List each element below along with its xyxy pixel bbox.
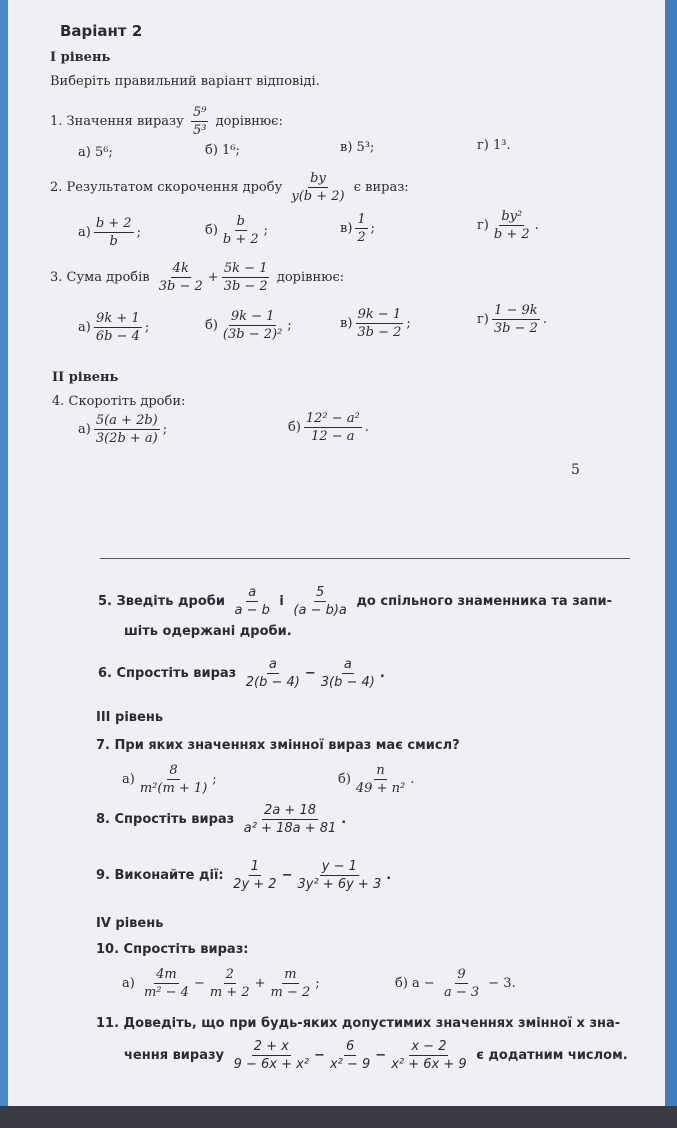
denominator: 3b − 2 — [158, 279, 203, 294]
question-11-fraction-2 — [328, 1038, 372, 1073]
denominator: 12 − a — [311, 429, 355, 444]
level-2-heading: ІІ рівень — [52, 370, 119, 385]
q1-option-c: в) 5³; — [340, 140, 375, 155]
denominator: 3b − 2 — [357, 325, 402, 340]
question-3-fraction-2 — [222, 260, 270, 295]
question-11-tail: є додатним числом. — [476, 1048, 628, 1063]
q2-option-a: а) $\frac{b + 2}{b}$ ; — [78, 216, 141, 249]
question-6: 6. Спростіть вираз $\frac{a}{2(b - 4)}$ − $\frac{a}{3(b - 4)}$ . — [98, 657, 385, 690]
option-fraction-2 — [208, 966, 252, 1001]
option-label: а) — [78, 225, 91, 240]
q3-option-d: г) $\frac{1 - 9k}{3b - 2}$ . — [477, 303, 548, 336]
option-fraction — [492, 302, 540, 337]
question-1 — [50, 104, 283, 139]
denominator: a − b — [234, 603, 270, 618]
numerator: 2a + 18 — [264, 803, 316, 818]
denominator: m + 2 — [209, 985, 250, 1000]
question-3-fraction-1 — [157, 260, 205, 295]
question-6-text: 6. Спростіть вираз — [98, 666, 237, 681]
denominator: 2(b − 4) — [245, 675, 300, 690]
numerator: by — [310, 171, 326, 186]
option-fraction — [355, 306, 403, 341]
denominator: 3y² + 6y + 3 — [297, 877, 382, 892]
denominator: m²(m + 1) — [139, 781, 208, 796]
numerator: a — [343, 657, 352, 672]
option-fraction — [354, 762, 407, 797]
question-5-text: 5. Зведіть дроби — [98, 594, 225, 609]
numerator: 2 + x — [253, 1039, 289, 1054]
question-8-fraction — [242, 802, 339, 837]
question-8: 8. Спростіть вираз $\frac{2a + 18}{\text{a² + 18a + 81}}$ . — [96, 803, 347, 836]
denominator: (a − b)a — [293, 603, 347, 618]
question-2-tail: є вираз: — [353, 180, 409, 195]
question-5-continued: шіть одержані дроби. — [124, 624, 292, 639]
q2-option-c: в) $\frac{1}{2}$ ; — [340, 212, 376, 245]
option-label: б) — [338, 772, 351, 787]
question-1-text: 1. Значення виразу — [50, 114, 184, 129]
option-label: в) — [340, 316, 353, 331]
denominator: (3b − 2)² — [222, 327, 283, 342]
denominator: b — [109, 234, 118, 249]
numerator: 6 — [345, 1039, 355, 1054]
denominator: a² + 18a + 81 — [243, 821, 337, 836]
numerator: 1 − 9k — [494, 303, 538, 318]
option-fraction — [304, 410, 362, 445]
option-label: б) — [205, 318, 218, 333]
denominator: x² + 6x + 9 — [391, 1057, 467, 1072]
option-label: а) — [122, 976, 135, 991]
q4-option-b: б) $\frac{\text{12² − a²}}{12 - a}$ . — [288, 411, 369, 444]
option-fraction — [221, 213, 261, 248]
numerator: 9k − 1 — [357, 307, 402, 322]
question-11: 11. Доведіть, що при будь-яких допустимих значеннях змінної x зна- — [96, 1016, 621, 1031]
q10-option-b — [395, 966, 516, 1001]
numerator: a — [268, 657, 277, 672]
numerator: 5 — [316, 585, 325, 600]
q3-option-a: а) $\frac{9k + 1}{6b - 4}$ ; — [78, 311, 150, 344]
question-10: 10. Спростіть вираз: — [96, 942, 249, 957]
option-fraction — [94, 310, 142, 345]
q7-option-b: б) $\frac{n}{\text{49 + n²}}$ . — [338, 763, 415, 796]
q10-option-a: а) $\frac{4m}{\text{m² − 4}}$ − $\frac{2}{m + 2}$ + $\frac{m}{m - 2}$ ; — [122, 967, 320, 1000]
question-8-text: 8. Спростіть вираз — [96, 812, 235, 827]
numerator: 1 — [250, 859, 260, 874]
numerator: 5(a + 2b) — [95, 413, 158, 428]
numerator: 4k — [172, 261, 189, 276]
q3-option-b: б) $\frac{9k - 1}{\text{(3b − 2)²}}$ ; — [205, 309, 292, 342]
question-3-tail: дорівнює: — [276, 270, 345, 285]
option-fraction-3 — [269, 966, 313, 1001]
numerator: b + 2 — [95, 216, 132, 231]
question-5-tail: до спільного знаменника та запи- — [356, 594, 613, 609]
option-fraction-1 — [142, 966, 191, 1001]
q3-option-c: в) $\frac{9k - 1}{3b - 2}$ ; — [340, 307, 411, 340]
question-5 — [98, 584, 612, 619]
question-11-fraction-1 — [232, 1038, 311, 1073]
option-label: г) — [477, 312, 489, 327]
denominator: 6b − 4 — [95, 329, 140, 344]
conjunction: і — [279, 594, 284, 609]
denominator: b + 2 — [222, 232, 259, 247]
denominator: m − 2 — [270, 985, 311, 1000]
question-11-text: чення виразу — [124, 1048, 225, 1063]
question-9-fraction-1 — [231, 858, 278, 893]
option-label: а) — [78, 422, 91, 437]
option-fraction — [221, 308, 284, 343]
option-label: а) — [122, 772, 135, 787]
denominator: x² − 9 — [329, 1057, 371, 1072]
option-fraction — [492, 208, 532, 243]
numerator: 9 — [457, 967, 466, 982]
q1-option-d: г) 1³. — [477, 138, 511, 153]
question-2-fraction — [289, 170, 346, 205]
numerator: 1 — [357, 212, 366, 227]
denominator: 2y + 2 — [233, 877, 277, 892]
question-5-fraction-1 — [232, 584, 271, 619]
q1-option-a: а) 5⁶; — [78, 145, 113, 160]
q4-option-a: а) $\frac{5(a + 2b)}{3(2b + a)}$ ; — [78, 413, 168, 446]
option-fraction — [94, 215, 134, 250]
level-3-heading: ІІІ рівень — [96, 710, 164, 725]
background-edge — [665, 0, 677, 1128]
denominator: 9 − 6x + x² — [233, 1057, 310, 1072]
numerator: n — [376, 763, 385, 778]
question-2-text: 2. Результатом скорочення дробу — [50, 180, 283, 195]
variant-title: Варіант 2 — [60, 22, 143, 40]
numerator: m — [284, 967, 297, 982]
denominator: y(b + 2) — [291, 189, 345, 204]
question-6-fraction-2 — [319, 656, 377, 691]
option-label: б) a − — [395, 976, 435, 991]
numerator: 12² − a² — [305, 411, 360, 426]
denominator: 2 — [357, 230, 366, 245]
numerator: 9k − 1 — [230, 309, 275, 324]
question-9: 9. Виконайте дії: $\frac{1}{2y + 2}$ − $\frac{y - 1}{\text{3y² + 6y + 3}}$ . — [96, 859, 392, 892]
numerator: y − 1 — [321, 859, 357, 874]
question-3: 3. Сума дробів $\frac{4k}{3b - 2}$ + $\frac{5k - 1}{3b - 2}$ дорівнює: — [50, 261, 345, 294]
table-edge — [0, 1106, 677, 1128]
denominator: 3(2b + a) — [95, 431, 158, 446]
level-1-heading: І рівень — [50, 50, 111, 65]
page-divider — [100, 558, 630, 559]
denominator: b + 2 — [493, 227, 530, 242]
numerator: 2 — [225, 967, 234, 982]
numerator: 5⁹ — [192, 105, 207, 120]
question-5-fraction-2 — [291, 584, 349, 619]
question-1-tail: дорівнює: — [215, 114, 283, 129]
question-11-fraction-3 — [389, 1038, 468, 1073]
question-11-continued: чення виразу $\frac{2 + x}{\text{9 − 6x + x²}}$ − $\frac{6}{\text{x² − 9}}$ − $\frac{x - 2}{\text{x² + 6x + 9}}$ є додатним числом. — [124, 1039, 628, 1072]
option-label: г) — [477, 218, 489, 233]
option-label: б) — [288, 420, 301, 435]
numerator: 5k − 1 — [223, 261, 268, 276]
denominator: 3(b − 4) — [320, 675, 375, 690]
denominator: 5³ — [192, 123, 207, 138]
option-label: в) — [340, 221, 353, 236]
numerator: a — [248, 585, 257, 600]
denominator: 49 + n² — [355, 781, 406, 796]
denominator: 3b − 2 — [223, 279, 268, 294]
numerator: 9k + 1 — [96, 311, 140, 326]
question-1-fraction — [191, 104, 208, 139]
option-fraction — [94, 412, 160, 447]
denominator: a − 3 — [443, 985, 480, 1000]
page-number: 5 — [571, 462, 580, 478]
q2-option-d: г) $\frac{\text{by²}}{b + 2}$ . — [477, 209, 539, 242]
question-9-text: 9. Виконайте дії: — [96, 868, 224, 883]
option-tail: − 3. — [488, 976, 516, 991]
numerator: by² — [501, 209, 523, 224]
option-fraction — [138, 762, 209, 797]
option-label: б) — [205, 223, 218, 238]
numerator: x − 2 — [411, 1039, 447, 1054]
numerator: 4m — [156, 967, 177, 982]
numerator: b — [236, 214, 245, 229]
denominator: m² − 4 — [143, 985, 189, 1000]
question-3-text: 3. Сума дробів — [50, 270, 150, 285]
q7-option-a: а) $\frac{8}{\text{m²(m + 1)}}$ ; — [122, 763, 217, 796]
question-4: 4. Скоротіть дроби: — [52, 394, 186, 409]
q2-option-b: б) $\frac{b}{b + 2}$ ; — [205, 214, 269, 247]
denominator: 3b − 2 — [493, 321, 538, 336]
question-2 — [50, 170, 409, 205]
q1-option-b: б) 1⁶; — [205, 143, 240, 158]
option-label: а) — [78, 320, 91, 335]
question-9-fraction-2 — [295, 858, 383, 893]
instruction: Виберіть правильний варіант відповіді. — [50, 74, 320, 89]
option-fraction — [355, 211, 367, 246]
question-6-fraction-1 — [244, 656, 302, 691]
numerator: 8 — [169, 763, 178, 778]
option-fraction — [442, 966, 481, 1001]
question-7: 7. При яких значеннях змінної вираз має смисл? — [96, 738, 460, 753]
level-4-heading: IV рівень — [96, 916, 164, 931]
